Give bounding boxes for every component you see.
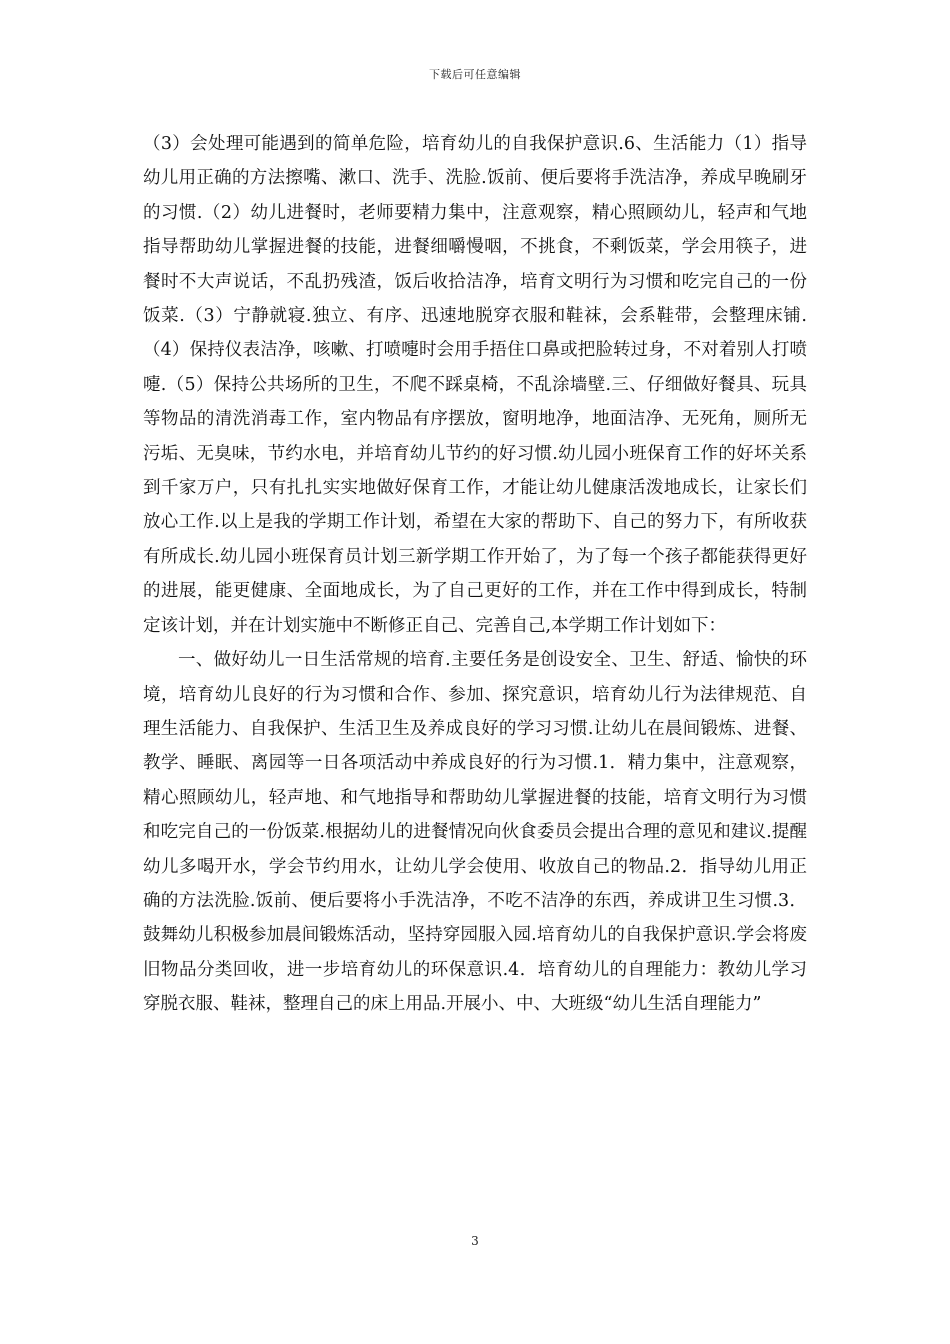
paragraph: （3）会处理可能遇到的简单危险，培育幼儿的自我保护意识.6、生活能力（1）指导幼儿用正确的方法擦嘴、漱口、洗手、洗脸.饭前、便后要将手洗洁净，养成早晚刷牙的习惯.（2）幼儿进餐时，老师要精力集中，注意观察，精心照顾幼儿，轻声和气地指导帮助幼儿掌握进餐的技能，进餐细嚼慢咽，不挑食，不剩饭菜，学会用筷子，进餐时不大声说话，不乱扔残渣，饭后收拾洁净，培育文明行为习惯和吃完自己的一份饭菜.（3）宁静就寝.独立、有序、迅速地脱穿衣服和鞋袜，会系鞋带，会整理床铺.（4）保持仪表洁净，咳嗽、打喷嚏时会用手捂住口鼻或把脸转过身，不对着别人打喷嚏.（5）保持公共场所的卫生，不爬不踩桌椅，不乱涂墙壁.三、仔细做好餐具、玩具等物品的清洗消毒工作，室内物品有序摆放，窗明地净，地面洁净、无死角，厕所无污垢、无臭味，节约水电，并培育幼儿节约的好习惯.幼儿园小班保育工作的好坏关系到千家万户，只有扎扎实实地做好保育工作，才能让幼儿健康活泼地成长，让家长们放心工作.以上是我的学期工作计划，希望在大家的帮助下、自己的努力下，有所收获有所成长.幼儿园小班保育员计划三新学期工作开始了，为了每一个孩子都能获得更好的进展，能更健康、全面地成长，为了自己更好的工作，并在工作中得到成长，特制定该计划，并在计划实施中不断修正自己、完善自己,本学期工作计划如下： <box>143 134 807 636</box>
document-body <box>143 127 807 1022</box>
page-number: 3 <box>471 1234 479 1248</box>
paragraph: 一、做好幼儿一日生活常规的培育.主要任务是创设安全、卫生、舒适、愉快的环境，培育幼儿良好的行为习惯和合作、参加、探究意识，培育幼儿行为法律规范、自理生活能力、自我保护、生活卫生及养成良好的学习习惯.让幼儿在晨间锻炼、进餐、教学、睡眠、离园等一日各项活动中养成良好的行为习惯.1．精力集中，注意观察，精心照顾幼儿，轻声地、和气地指导和帮助幼儿掌握进餐的技能，培育文明行为习惯和吃完自己的一份饭菜.根据幼儿的进餐情况向伙食委员会提出合理的意见和建议.提醒幼儿多喝开水，学会节约用水，让幼儿学会使用、收放自己的物品.2．指导幼儿用正确的方法洗脸.饭前、便后要将小手洗洁净，不吃不洁净的东西，养成讲卫生习惯.3．鼓舞幼儿积极参加晨间锻炼活动，坚持穿园服入园.培育幼儿的自我保护意识.学会将废旧物品分类回收，进一步培育幼儿的环保意识.4．培育幼儿的自理能力：教幼儿学习穿脱衣服、鞋袜，整理自己的床上用品.开展小、中、大班级“幼儿生活自理能力” <box>143 650 807 1015</box>
page-header: 下载后可任意编辑 <box>429 68 521 81</box>
